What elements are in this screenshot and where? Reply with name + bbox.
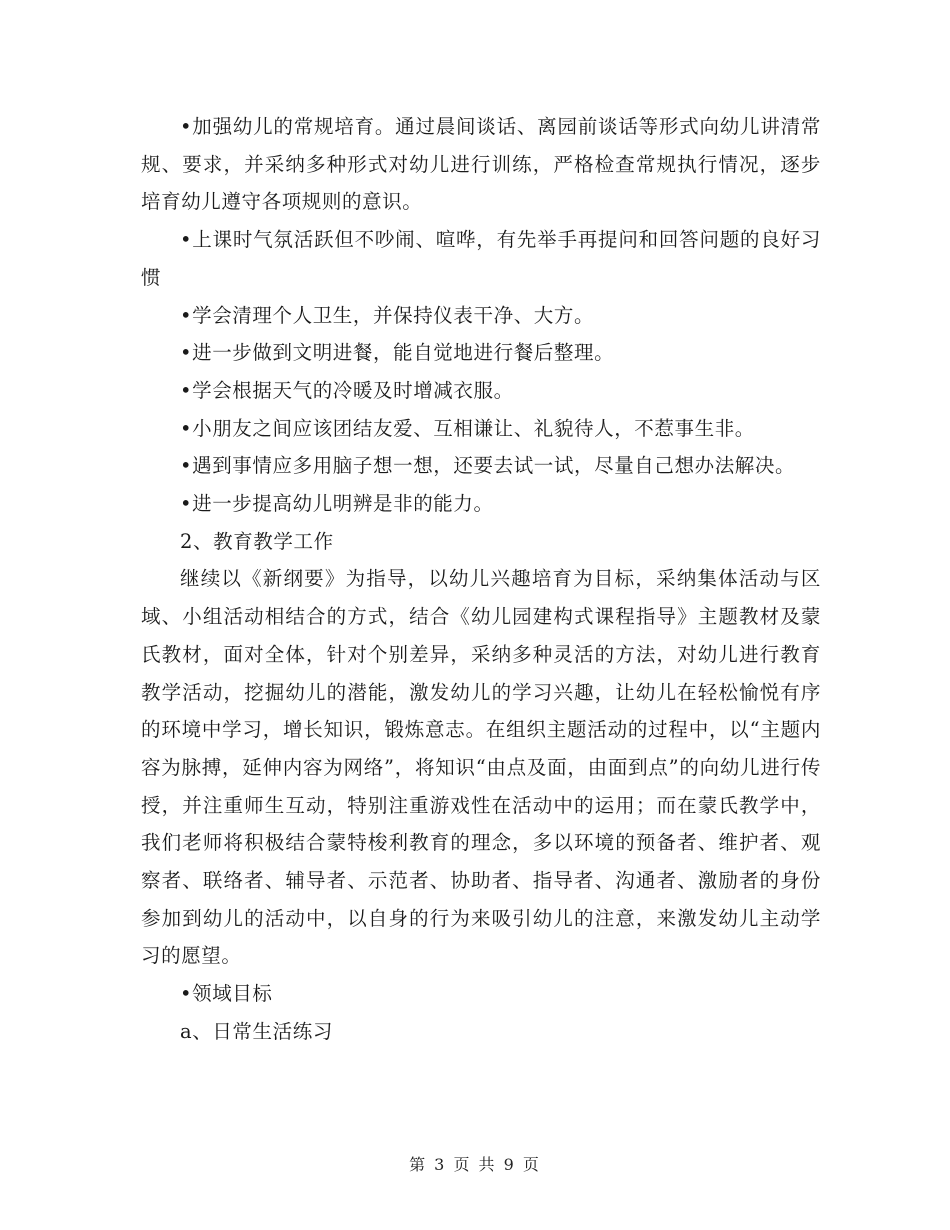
paragraph-class-behavior: •上课时气氛活跃但不吵闹、喧哗，有先举手再提问和回答问题的良好习惯 bbox=[141, 228, 821, 289]
paragraph-domain-goals: •领域目标 bbox=[180, 982, 273, 1006]
paragraph-routine-training: •加强幼儿的常规培育。通过晨间谈话、离园前谈话等形式向幼儿讲清常规、要求，并采纳多种形式对幼儿进行训练，严格检查常规执行情况，逐步培育幼儿遵守各项规则的意识。 bbox=[141, 115, 821, 214]
section-heading-teaching: 2、教育教学工作 bbox=[180, 529, 334, 553]
paragraph-problem-solving: •遇到事情应多用脑子想一想，还要去试一试，尽量自己想办法解决。 bbox=[180, 454, 796, 478]
paragraph-judgement: •进一步提高幼儿明辨是非的能力。 bbox=[180, 492, 494, 516]
paragraph-teaching-work: 继续以《新纲要》为指导，以幼儿兴趣培育为目标，采纳集体活动与区域、小组活动相结合的方式，结合《幼儿园建构式课程指导》主题教材及蒙氏教材，面对全体，针对个别差异，采纳多种灵活的方法，对幼儿进行教育教学活动，挖掘幼儿的潜能，激发幼儿的学习兴趣，让幼儿在轻松愉悦有序的环境中学习，增长知识，锻炼意志。在组织主题活动的过程中，以“主题内容为脉搏，延伸内容为网络”，将知识“由点及面，由面到点”的向幼儿进行传授，并注重师生互动，特别注重游戏性在活动中的运用；而在蒙氏教学中，我们老师将积极结合蒙特梭利教育的理念，多以环境的预备者、维护者、观察者、联络者、辅导者、示范者、协助者、指导者、沟通者、激励者的身份参加到幼儿的活动中，以自身的行为来吸引幼儿的注意，来激发幼儿主动学习的愿望。 bbox=[141, 567, 821, 968]
paragraph-personal-hygiene: •学会清理个人卫生，并保持仪表干净、大方。 bbox=[180, 303, 595, 327]
document-body bbox=[141, 108, 821, 1051]
paragraph-clothing: •学会根据天气的冷暖及时增减衣服。 bbox=[180, 378, 514, 402]
paragraph-daily-life-practice: a、日常生活练习 bbox=[180, 1019, 333, 1043]
paragraph-dining: •进一步做到文明进餐，能自觉地进行餐后整理。 bbox=[180, 341, 615, 365]
paragraph-friendship: •小朋友之间应该团结友爱、互相谦让、礼貌待人，不惹事生非。 bbox=[180, 416, 755, 440]
page-footer: 第 3 页 共 9 页 bbox=[409, 1155, 541, 1174]
